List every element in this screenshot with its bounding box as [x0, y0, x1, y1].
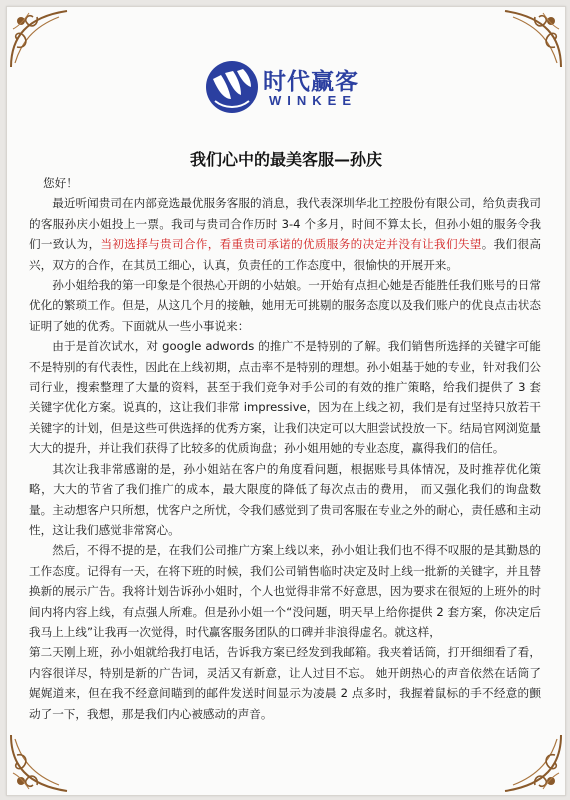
winkee-logo-icon: [203, 59, 261, 115]
paragraph-1-part-a: 最近听闻贵司在内部竞选最优服务客服的消息，我代表深圳华北工控股份有限公司，给负责我司的客服孙庆小姐投上一票。我司与贵司合作历时 3-4 个多月，时间不算太长，但孙小姐的服务令我们一致认为，: [29, 196, 541, 252]
letter-title: 我们心中的最美客服—孙庆: [189, 150, 382, 169]
letter-page: [6, 6, 566, 796]
letter-body: [29, 173, 541, 724]
paragraph-6: 第二天刚上班，孙小姐就给我打电话，告诉我方案已经发到我邮箱。我夹着话筒，打开细细看了看，内容很详尽，特别是新的广告词，灵活又有新意，让人过目不忘。 她开朗热心的声音依然在话筒了娓娓道来，但在我不经意间瞄到的邮件发送时间显示为凌晨 2 点多时，我握着鼠标的手不经意的颤动了一下，我想，那是我们内心被感动的声音。: [29, 645, 541, 721]
corner-ornament: [495, 725, 565, 795]
paragraph-4: 其次让我非常感谢的是，孙小姐站在客户的角度看问题，根据账号具体情况，及时推荐优化策略，大大的节省了我们推广的成本，最大限度的降低了每次点击的费用， 而又强化我们的询盘数量。主动想客户只所想，忧客户之所忧，令我们感觉到了贵司客服在专业之外的耐心，责任感和主动性，这让我们感觉非常窝心。: [29, 461, 541, 537]
paragraph-1: [29, 193, 541, 275]
company-logo: [203, 57, 403, 117]
corner-ornament: [7, 725, 77, 795]
corner-ornament: [7, 7, 77, 77]
paragraph-1-part-b: 。我们很高兴，双方的合作，在其员工细心，认真，负责任的工作态度中，很愉快的开展开来。: [29, 237, 541, 272]
greeting: 您好！: [43, 176, 78, 190]
paragraph-2: 孙小姐给我的第一印象是个很热心开朗的小姑娘。一开始有点担心她是否能胜任我们账号的日常优化的繁琐工作。但是，从这几个月的接触，她用无可挑剔的服务态度以及我们账户的优良点击状态证明了她的优秀。下面就从一些小事说来：: [29, 278, 541, 333]
logo-brand-en: WINKEE: [269, 93, 357, 108]
logo-brand-cn: 时代赢客: [263, 69, 359, 95]
paragraph-1-highlight: 当初选择与贵司合作，看重贵司承诺的优质服务的决定并没有让我们失望: [100, 237, 482, 252]
corner-ornament: [495, 7, 565, 77]
paragraph-5: 然后，不得不提的是，在我们公司推广方案上线以来，孙小姐让我们也不得不叹服的是其勤恳的工作态度。记得有一天，在将下班的时候，我们公司销售临时决定及时上线一批新的关键字，并且替换新的展示广告。我将计划告诉孙小姐时，个人也觉得非常不好意思，因为要求在很短的上班外的时间内将内容上线，有点强人所难。但是孙小姐一个“没问题，明天早上给你提供 2 套方案，你决定后我马上上线”让我再一次觉得，时代赢客服务团队的口碑并非浪得虚名。就这样，: [29, 543, 541, 639]
paragraph-3: 由于是首次试水，对 google adwords 的推广不是特别的了解。我们销售所选择的关键字可能不是特别的有代表性，因此在上线初期，点击率不是特别的理想。孙小姐基于她的专业，针对我们公司行业，搜索整理了大量的资料，甚至于我们竞争对手公司的有效的推广策略，给我们提供了 3 套关键字优化方案。说真的，这让我们非常 impressive，因为在上线之初，我们是有过坚持只放若干关键字的计划，但是这些可供选择的优秀方案，让我们决定可以大胆尝试投放一下。结局官网浏览量大大的提升，并让我们获得了比较多的优质询盘；孙小姐用她的专业态度，赢得我们的信任。: [29, 339, 541, 456]
